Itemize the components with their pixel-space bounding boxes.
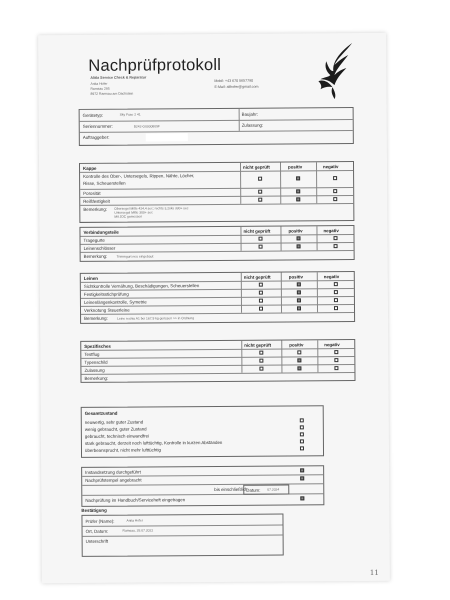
verbindung-col-positive: positiv	[288, 228, 303, 234]
gesamt-row-2-label: wenig gebraucht, guter Zustand	[84, 426, 147, 432]
verbindung-remark: Trimmgurt neu eingebaut	[116, 253, 154, 259]
page-number: 11	[369, 568, 379, 577]
spezifisches-row-2-negative-checkbox[interactable]	[334, 358, 338, 362]
spezifisches-col-positive: positiv	[289, 342, 304, 348]
leinen-row-2-label: Festigkeitsstichprüfung	[83, 291, 129, 297]
leinen-row-3-negative-checkbox[interactable]	[334, 298, 338, 302]
kappe-row-2-not-checked-checkbox[interactable]	[258, 190, 262, 194]
leinen-row-1-not-checked-checkbox[interactable]	[259, 283, 263, 287]
kappe-row-1-not-checked-checkbox[interactable]	[258, 177, 262, 181]
until-label: bis einschließlich	[214, 486, 248, 493]
leinen-row-4-negative-checkbox[interactable]	[334, 306, 338, 310]
spezifisches-title: Spezifisches	[84, 343, 111, 349]
pruefer-value: Anita Hofer	[126, 518, 143, 523]
kappe-remark-line-1: Obersegel Mitte 424,4 sec; rechts 3,2sks 330+ sec	[114, 206, 189, 211]
gesamt-row-4-checkbox[interactable]	[300, 439, 304, 443]
leinen-section	[80, 271, 355, 324]
verbindung-col-not-checked: nicht geprüft	[243, 228, 271, 234]
leinen-row-2-positive-checkbox[interactable]	[297, 290, 301, 294]
spezifisches-section	[80, 339, 355, 383]
serial-label: Seriennummer:	[82, 123, 113, 129]
gesamt-row-3-label: gebraucht, technisch einwandfrei	[84, 433, 150, 439]
instandsetzung-section	[81, 465, 324, 507]
bestaetigung-title: Bestätigung	[81, 507, 107, 513]
kappe-remark-label: Bemerkung:	[83, 206, 108, 212]
spezifisches-row-2-positive-checkbox[interactable]	[297, 358, 301, 362]
document-page	[38, 33, 390, 583]
gesamt-row-1-checkbox[interactable]	[300, 418, 304, 422]
spezifisches-row-3-positive-checkbox[interactable]	[297, 366, 301, 370]
kappe-remark-line-3: Mit JDC gemessen	[114, 214, 143, 219]
gesamt-row-1-label: neuwertig, sehr guter Zustand	[84, 419, 144, 425]
gesamt-row-3-checkbox[interactable]	[300, 432, 304, 436]
leinen-row-1-positive-checkbox[interactable]	[297, 282, 301, 286]
gesamt-row-4-label: stark gebraucht, derzeit noch lufttüchtig, Kontrolle in kurzen Abständen	[84, 439, 223, 446]
date-box	[243, 484, 289, 494]
address-line-3: 8972 Ramsau am Dachstein	[90, 91, 134, 96]
verbindung-title: Verbindungsteile	[83, 229, 119, 235]
spezifisches-row-3-label: Zulassung	[84, 367, 105, 373]
verbindung-row-1-negative-checkbox[interactable]	[334, 236, 338, 240]
spezifisches-row-1-not-checked-checkbox[interactable]	[259, 351, 263, 355]
verbindung-section	[79, 225, 354, 262]
verbindung-row-1-positive-checkbox[interactable]	[297, 236, 301, 240]
client-label: Auftraggeber:	[82, 134, 110, 140]
company-name: Alitla Service Check & Reparatur	[90, 75, 147, 80]
kappe-row-1-positive-checkbox[interactable]	[296, 176, 300, 180]
verbindung-row-2-label: Leinenschlösser	[83, 245, 116, 251]
spezifisches-row-1-label: Testflug	[84, 351, 100, 357]
instand-row-2-label: Nachprüfstempel angebracht	[85, 477, 142, 483]
leinen-row-3-label: Leinenlängenkontrolle, Symetrie	[83, 299, 147, 305]
leinen-remark: Leine rechts A1 bei 167,9 kg gerissen >> in Ordnung	[117, 315, 195, 321]
device-type-value: Sky Fuse 2 41	[119, 112, 141, 117]
kappe-row-2-label: Porosität	[83, 190, 101, 196]
leinen-row-2-negative-checkbox[interactable]	[334, 290, 338, 294]
kappe-section	[79, 161, 354, 223]
kappe-col-positive: positiv	[287, 164, 303, 170]
spezifisches-row-2-not-checked-checkbox[interactable]	[259, 359, 263, 363]
spezifisches-row-1-negative-checkbox[interactable]	[334, 350, 338, 354]
spezifisches-row-2-label: Typenschild	[84, 359, 108, 365]
kappe-col-negative: negativ	[322, 164, 339, 170]
leinen-row-2-not-checked-checkbox[interactable]	[259, 291, 263, 295]
serial-value: B242-G0000809F	[133, 124, 160, 129]
leinen-title: Leinen	[83, 275, 98, 281]
year-label: Baujahr:	[241, 111, 259, 117]
kappe-row-1-label: Kontrolle des Ober-, Untersegels, Rippen, Nähte, Löcher,	[83, 173, 195, 179]
device-section	[79, 107, 354, 146]
leinen-row-4-positive-checkbox[interactable]	[297, 306, 301, 310]
kappe-row-1-negative-checkbox[interactable]	[333, 176, 337, 180]
ort-datum-label: Ort, Datum:	[85, 528, 109, 534]
handbook-label: Nachprüfung im Handbuch/Serviceheft eingetragen	[85, 496, 186, 503]
handbook-checkbox[interactable]	[300, 496, 304, 500]
gesamtzustand-title: Gesamtzustand	[84, 410, 118, 416]
kappe-row-3-negative-checkbox[interactable]	[333, 197, 337, 201]
address-line-2: Ramsau 295	[90, 86, 110, 91]
gesamt-row-2-checkbox[interactable]	[300, 425, 304, 429]
verbindung-row-2-not-checked-checkbox[interactable]	[259, 245, 263, 249]
leinen-row-3-not-checked-checkbox[interactable]	[259, 299, 263, 303]
kappe-col-not-checked: nicht geprüft	[243, 164, 270, 170]
verbindung-row-2-positive-checkbox[interactable]	[297, 244, 301, 248]
approval-label: Zulassung:	[241, 122, 264, 128]
device-type-label: Gerätetyp:	[82, 112, 104, 118]
leinen-remark-label: Bemerkung:	[84, 315, 108, 321]
signature-label: Unterschrift	[85, 538, 109, 544]
spezifisches-row-3-not-checked-checkbox[interactable]	[259, 367, 263, 371]
leinen-row-1-negative-checkbox[interactable]	[334, 282, 338, 286]
verbindung-row-2-negative-checkbox[interactable]	[334, 244, 338, 248]
leinen-col-not-checked: nicht geprüft	[243, 274, 271, 280]
ort-datum-value: Ramsau, 28.07.2022	[122, 528, 154, 533]
gesamt-row-5-checkbox[interactable]	[300, 446, 304, 450]
redacted-area	[146, 133, 188, 141]
leinen-col-positive: positiv	[288, 274, 303, 280]
leinen-row-4-not-checked-checkbox[interactable]	[259, 307, 263, 311]
date-label: Datum:	[246, 487, 261, 493]
phone-text: Mobil: +43 670 5657790	[214, 78, 254, 83]
verbindung-col-negative: negativ	[323, 228, 339, 234]
leinen-col-negative: negativ	[323, 274, 340, 280]
gesamt-row-5-label: überbeansprucht, nicht mehr lufttüchtig	[84, 447, 161, 453]
kappe-row-2-positive-checkbox[interactable]	[296, 189, 300, 193]
kappe-row-3-not-checked-checkbox[interactable]	[258, 198, 262, 202]
pruefer-label: Prüfer (Name):	[85, 518, 115, 524]
verbindung-row-1-label: Tragegurte	[83, 237, 105, 243]
instand-row-2-checkbox[interactable]	[300, 476, 304, 480]
page-title: Nachprüfprotokoll	[88, 55, 222, 75]
leinen-row-1-label: Sichtkontrolle Vernähung, Beschädigungen, Scheuerstellen	[83, 283, 200, 289]
spezifisches-col-negative: negativ	[324, 342, 340, 348]
email-text: E-Mail: alihofer@gmail.com	[214, 84, 259, 89]
verbindung-remark-label: Bemerkung:	[83, 253, 108, 259]
kappe-row-3-label: Reißfestigkeit	[83, 198, 110, 204]
gesamtzustand-section	[81, 405, 324, 458]
kappe-title: Kappe	[83, 165, 97, 171]
leinen-row-3-positive-checkbox[interactable]	[297, 298, 301, 302]
leinen-row-4-label: Verknotung Steuerleine	[83, 307, 130, 313]
kappe-remark-line-2: Untersegel Mitte 300+ sec	[114, 210, 153, 215]
instand-row-1-checkbox[interactable]	[300, 468, 304, 472]
spezifisches-remark-label: Bemerkung:	[84, 375, 109, 381]
bestaetigung-section	[81, 514, 283, 557]
verbindung-row-1-not-checked-checkbox[interactable]	[259, 237, 263, 241]
spezifisches-col-not-checked: nicht geprüft	[244, 342, 272, 348]
spezifisches-row-3-negative-checkbox[interactable]	[334, 366, 338, 370]
address-line-1: Anita Hofer	[90, 81, 108, 86]
spezifisches-row-1-positive-checkbox[interactable]	[297, 350, 301, 354]
kappe-row-1-label-2: Risse, Scheuerstellen	[83, 180, 126, 186]
eagle-logo	[308, 41, 356, 99]
kappe-row-2-negative-checkbox[interactable]	[333, 189, 337, 193]
kappe-row-3-positive-checkbox[interactable]	[296, 197, 300, 201]
instand-row-1-label: Instandsetzung durchgeführt	[85, 469, 141, 475]
date-value: 07.2024	[267, 487, 280, 492]
